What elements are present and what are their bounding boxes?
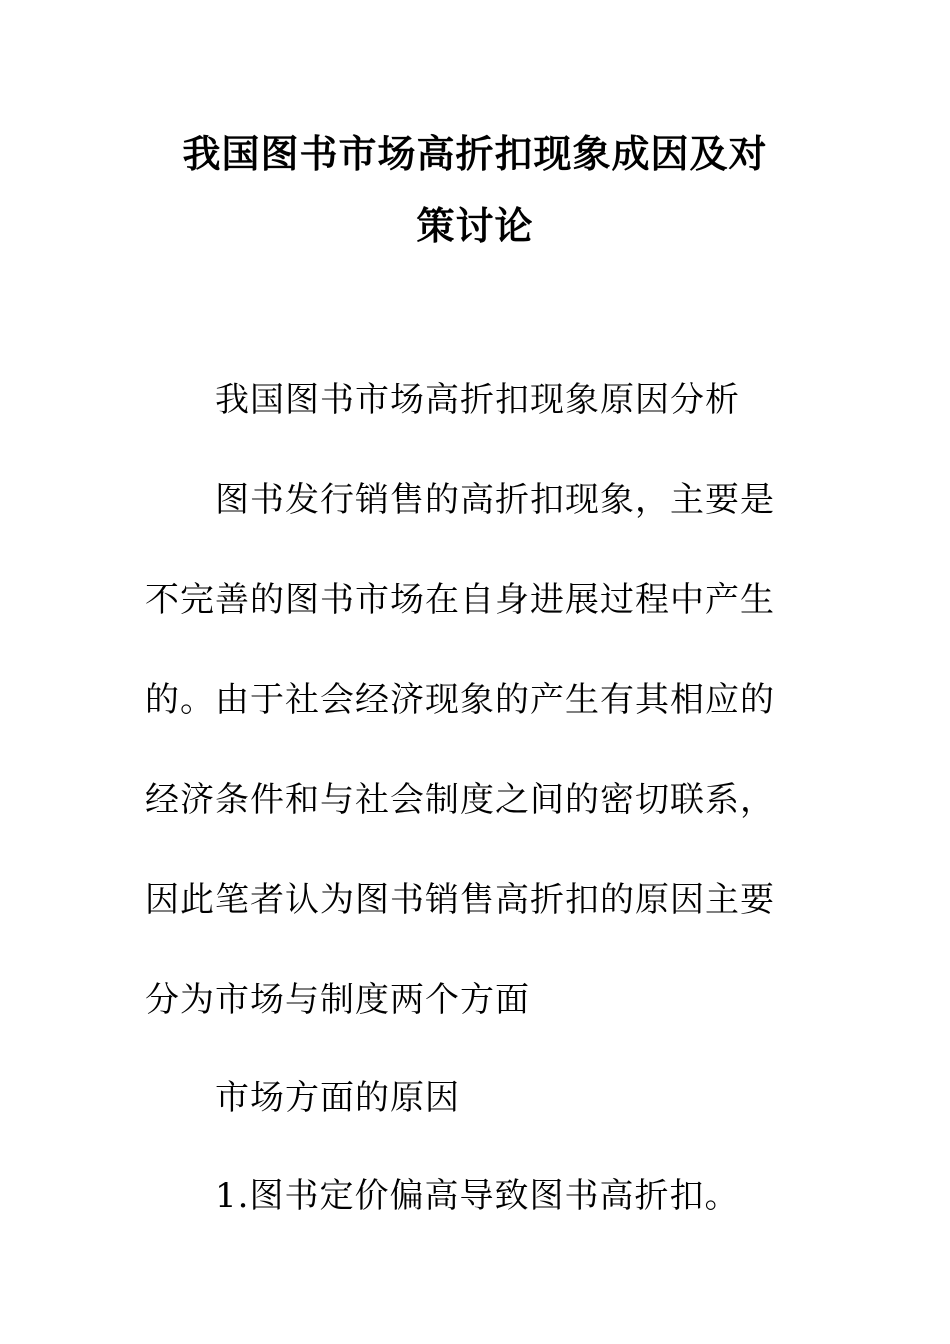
- paragraph-line-6: 分为市场与制度两个方面: [145, 980, 530, 1020]
- section-heading: 我国图书市场高折扣现象原因分析: [215, 380, 740, 420]
- list-item-1: 1.图书定价偏高导致图书高折扣。: [215, 1176, 740, 1216]
- subheading-market-reasons: 市场方面的原因: [215, 1078, 460, 1118]
- paragraph-line-2: 不完善的图书市场在自身进展过程中产生: [145, 580, 775, 620]
- paragraph-line-1: 图书发行销售的高折扣现象，主要是: [215, 480, 775, 520]
- document-title-line-2: 策讨论: [416, 203, 534, 248]
- document-title-line-1: 我国图书市场高折扣现象成因及对: [182, 131, 768, 176]
- paragraph-line-3: 的。由于社会经济现象的产生有其相应的: [145, 680, 775, 720]
- paragraph-line-5: 因此笔者认为图书销售高折扣的原因主要: [145, 880, 775, 920]
- paragraph-line-4: 经济条件和与社会制度之间的密切联系，: [145, 780, 775, 820]
